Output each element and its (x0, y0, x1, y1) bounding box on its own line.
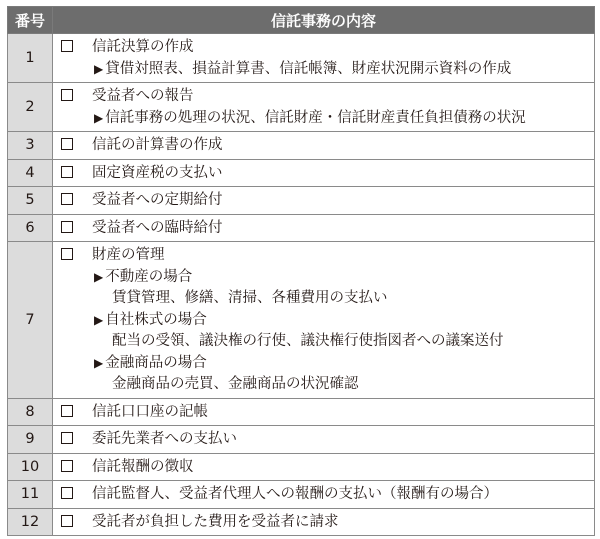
item-title: 受益者への報告 (92, 88, 194, 104)
checkbox[interactable] (61, 460, 73, 472)
triangle-bullet-icon: ▶ (94, 312, 104, 327)
checkbox[interactable] (61, 89, 73, 101)
row-number: 9 (8, 426, 53, 454)
checkbox[interactable] (61, 221, 73, 233)
triangle-bullet-icon: ▶ (94, 61, 104, 76)
checkbox[interactable] (61, 193, 73, 205)
checkbox[interactable] (61, 138, 73, 150)
table-row (8, 34, 595, 83)
table-row (8, 426, 595, 454)
checkbox[interactable] (61, 40, 73, 52)
group-heading: 不動産の場合 (105, 268, 193, 285)
row-number: 11 (8, 481, 53, 509)
item-title: 受益者への臨時給付 (92, 219, 223, 236)
item-title: 信託の計算書の作成 (92, 137, 223, 153)
header-content: 信託事務の内容 (53, 7, 595, 34)
row-number: 2 (8, 83, 53, 132)
checkbox[interactable] (61, 515, 73, 527)
row-number: 4 (8, 159, 53, 187)
row-number: 12 (8, 508, 53, 536)
row-content (53, 398, 595, 426)
row-content (53, 242, 595, 399)
item-title: 受益者への定期給付 (92, 192, 223, 208)
trust-duties-table-wrapper (7, 6, 594, 536)
group-heading: 金融商品の場合 (105, 354, 207, 371)
item-title: 信託報酬の徴収 (92, 458, 194, 475)
table-row (8, 83, 595, 132)
item-detail: 信託事務の処理の状況、信託財産・信託財産責任負担債務の状況 (105, 109, 526, 126)
item-title: 受託者が負担した費用を受益者に請求 (92, 513, 339, 530)
table-row (8, 398, 595, 426)
row-content (53, 159, 595, 187)
table-row (8, 214, 595, 242)
triangle-bullet-icon: ▶ (94, 110, 104, 125)
table-row (8, 508, 595, 536)
item-title: 信託口口座の記帳 (92, 403, 208, 420)
item-title: 委託先業者への支払い (92, 431, 237, 447)
header-number: 番号 (8, 7, 53, 34)
group-detail: 金融商品の売買、金融商品の状況確認 (112, 376, 359, 392)
row-number: 8 (8, 398, 53, 426)
row-number: 7 (8, 242, 53, 399)
row-content (53, 426, 595, 454)
triangle-bullet-icon: ▶ (94, 269, 104, 284)
row-number: 1 (8, 34, 53, 83)
row-content (53, 132, 595, 160)
checkbox[interactable] (61, 248, 73, 260)
item-title: 信託決算の作成 (92, 39, 194, 55)
row-number: 5 (8, 187, 53, 215)
checkbox[interactable] (61, 166, 73, 178)
table-header-row (8, 7, 595, 34)
table-row (8, 453, 595, 481)
item-title: 固定資産税の支払い (92, 164, 223, 181)
table-row (8, 481, 595, 509)
row-content (53, 34, 595, 83)
checkbox[interactable] (61, 432, 73, 444)
item-title: 信託監督人、受益者代理人への報酬の支払い（報酬有の場合） (92, 486, 498, 502)
row-content (53, 481, 595, 509)
checkbox[interactable] (61, 405, 73, 417)
group-detail: 賃貸管理、修繕、清掃、各種費用の支払い (112, 290, 388, 306)
row-content (53, 83, 595, 132)
triangle-bullet-icon: ▶ (94, 355, 104, 370)
row-number: 3 (8, 132, 53, 160)
row-content (53, 187, 595, 215)
table-row (8, 187, 595, 215)
trust-duties-table (7, 6, 595, 536)
item-title: 財産の管理 (92, 247, 165, 263)
group-heading: 自社株式の場合 (105, 311, 207, 328)
item-detail: 貸借対照表、損益計算書、信託帳簿、財産状況開示資料の作成 (105, 60, 512, 77)
row-content (53, 214, 595, 242)
table-row (8, 242, 595, 399)
row-content (53, 453, 595, 481)
group-detail: 配当の受領、議決権の行使、議決権行使指図者への議案送付 (112, 333, 504, 349)
row-content (53, 508, 595, 536)
row-number: 6 (8, 214, 53, 242)
row-number: 10 (8, 453, 53, 481)
table-row (8, 132, 595, 160)
checkbox[interactable] (61, 487, 73, 499)
table-row (8, 159, 595, 187)
